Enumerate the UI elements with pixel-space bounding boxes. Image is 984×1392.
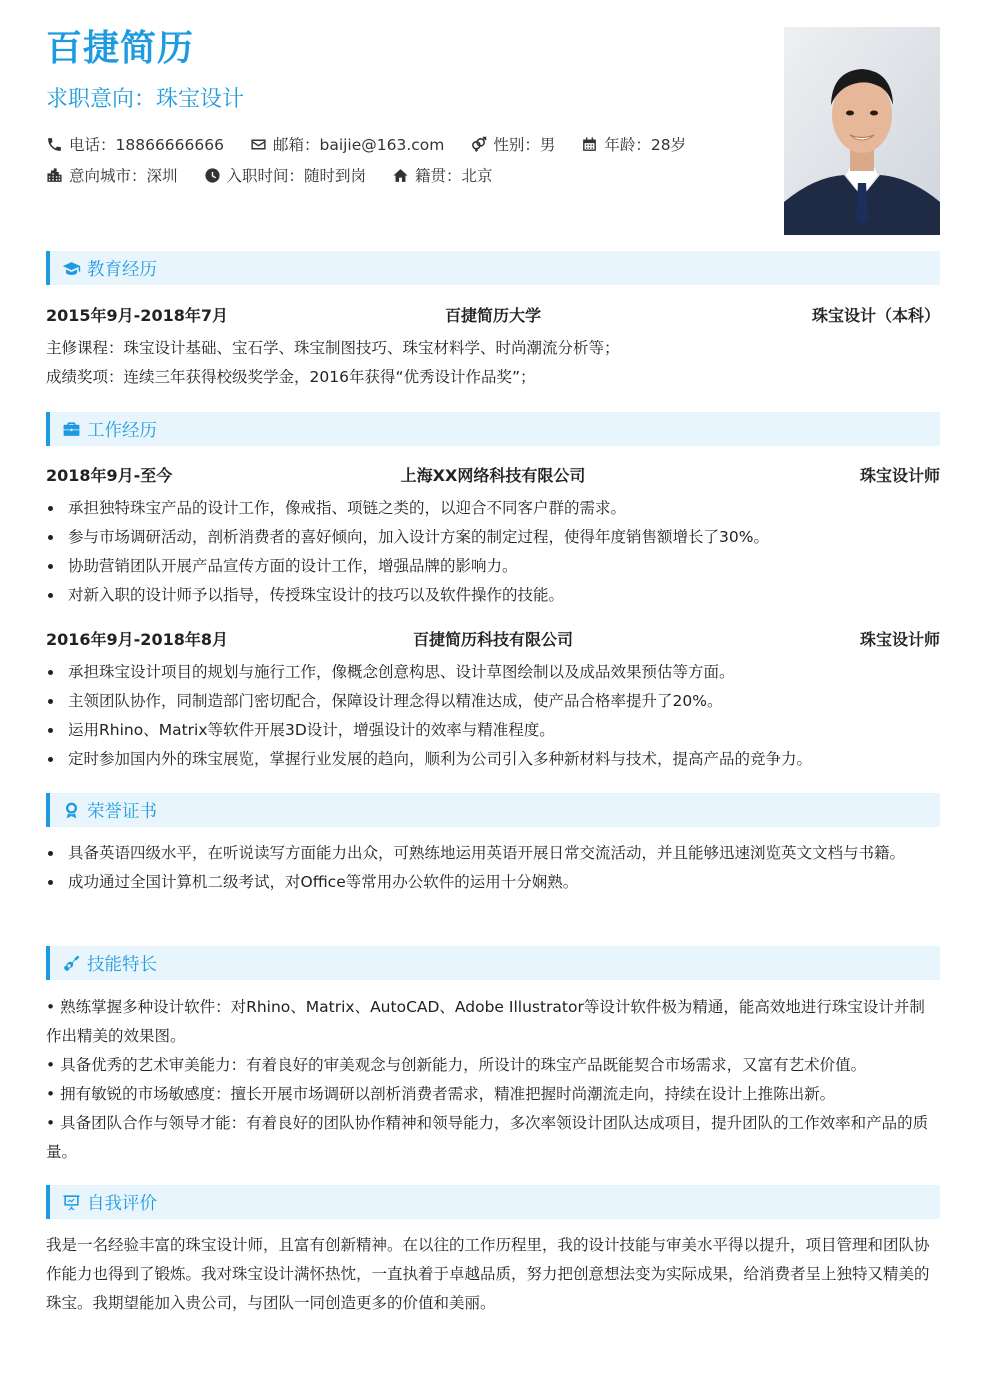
profile-photo	[784, 27, 940, 235]
contact-row-1	[46, 133, 712, 155]
section-work-title: 工作经历	[87, 420, 157, 441]
list-item: 主领团队协作，同制造部门密切配合，保障设计理念得以精准达成，使产品合格率提升了20%。	[46, 687, 940, 716]
email-icon	[250, 136, 267, 153]
list-item: 承担珠宝设计项目的规划与施行工作，像概念创意构思、设计草图绘制以及成品效果预估等方面。	[46, 658, 940, 687]
education-courses: 主修课程：珠宝设计基础、宝石学、珠宝制图技巧、珠宝材料学、时尚潮流分析等；	[46, 339, 620, 357]
education-awards: 成绩奖项：连续三年获得校级奖学金，2016年获得“优秀设计作品奖”；	[46, 368, 536, 386]
list-item: • 具备团队合作与领导才能：有着良好的团队协作精神和领导能力，多次率领设计团队达成项目，提升团队的工作效率和产品的质量。	[46, 1114, 929, 1161]
graduation-cap-icon	[62, 259, 81, 278]
entry-info	[204, 164, 367, 186]
education-major: 珠宝设计（本科）	[811, 306, 940, 325]
section-self-header	[46, 1185, 940, 1219]
list-item: 协助营销团队开展产品宣传方面的设计工作，增强品牌的影响力。	[46, 552, 940, 581]
city-text: 意向城市：深圳	[69, 167, 178, 185]
list-item: 定时参加国内外的珠宝展览，掌握行业发展的趋向，顺利为公司引入多种新材料与技术，提高产品的竞争力。	[46, 745, 940, 774]
briefcase-icon	[62, 420, 81, 439]
section-honors-header	[46, 793, 940, 827]
gender-text: 性别：男	[493, 136, 556, 154]
job-1-role: 珠宝设计师	[859, 466, 940, 485]
gender-icon	[470, 136, 487, 153]
phone-info	[46, 133, 224, 155]
portrait-image	[784, 27, 940, 235]
list-item: 具备英语四级水平，在听说读写方面能力出众，可熟练地运用英语开展日常交流活动，并且能够迅速浏览英文文档与书籍。	[46, 839, 940, 868]
education-entry-header	[46, 303, 940, 327]
section-honors-title: 荣誉证书	[87, 801, 157, 822]
email-text: 邮箱：baijie@163.com	[272, 136, 445, 154]
presentation-icon	[62, 1193, 81, 1212]
job-1-date: 2018年9月-至今	[46, 466, 173, 485]
phone-text: 电话：18866666666	[69, 136, 224, 154]
clock-icon	[204, 167, 221, 184]
age-text: 年龄：28岁	[604, 136, 687, 154]
self-evaluation-text: 我是一名经验丰富的珠宝设计师，且富有创新精神。在以往的工作历程里，我的设计技能与审美水平得以提升，项目管理和团队协作能力也得到了锻炼。我对珠宝设计满怀热忱，一直执着于卓越品质，努力把创意想法变为实际成果，给消费者呈上独特又精美的珠宝。我期望能加入贵公司，与团队一同创造更多的价值和美丽。	[46, 1236, 930, 1312]
job-2-date: 2016年9月-2018年8月	[46, 630, 228, 649]
list-item: 成功通过全国计算机二级考试，对Office等常用办公软件的运用十分娴熟。	[46, 868, 940, 897]
job-2-header	[46, 627, 940, 651]
section-skills-header	[46, 946, 940, 980]
email-info	[250, 133, 444, 155]
section-education-header	[46, 251, 940, 285]
entry-text: 入职时间：随时到岗	[226, 167, 367, 185]
education-date: 2015年9月-2018年7月	[46, 306, 228, 325]
job-intent: 求职意向：珠宝设计	[46, 87, 245, 112]
education-school: 百捷简历大学	[444, 306, 541, 325]
section-self-title: 自我评价	[87, 1193, 157, 1214]
list-item: • 熟练掌握多种设计软件：对Rhino、Matrix、AutoCAD、Adobe Illustrator等设计软件极为精通，能高效地进行珠宝设计并制作出精美的效果图。	[46, 998, 925, 1045]
contact-row-2	[46, 164, 519, 186]
list-item: • 具备优秀的艺术审美能力：有着良好的审美观念与创新能力，所设计的珠宝产品既能契合市场需求，又富有艺术价值。	[46, 1056, 867, 1074]
award-ribbon-icon	[62, 801, 81, 820]
guitar-icon	[62, 954, 81, 973]
job-2-role: 珠宝设计师	[859, 630, 940, 649]
job-1-company: 上海XX网络科技有限公司	[400, 466, 586, 485]
list-item: 对新入职的设计师予以指导，传授珠宝设计的技巧以及软件操作的技能。	[46, 581, 940, 610]
honors-list	[46, 839, 940, 897]
home-icon	[392, 167, 409, 184]
job-1-header	[46, 463, 940, 487]
list-item: 运用Rhino、Matrix等软件开展3D设计，增强设计的效率与精准程度。	[46, 716, 940, 745]
resume-name: 百捷简历	[46, 28, 195, 69]
section-skills-title: 技能特长	[87, 954, 157, 975]
phone-icon	[46, 136, 63, 153]
skills-list	[46, 993, 940, 1167]
list-item: 承担独特珠宝产品的设计工作，像戒指、项链之类的，以迎合不同客户群的需求。	[46, 494, 940, 523]
job-2-duties	[46, 658, 940, 774]
list-item: 参与市场调研活动，剖析消费者的喜好倾向，加入设计方案的制定过程，使得年度销售额增长了30%。	[46, 523, 940, 552]
gender-info	[470, 133, 555, 155]
city-building-icon	[46, 167, 63, 184]
hometown-info	[392, 164, 493, 186]
hometown-text: 籍贯：北京	[415, 167, 493, 185]
calendar-icon	[581, 136, 598, 153]
job-1-duties	[46, 494, 940, 610]
city-info	[46, 164, 178, 186]
list-item: • 拥有敏锐的市场敏感度：擅长开展市场调研以剖析消费者需求，精准把握时尚潮流走向，持续在设计上推陈出新。	[46, 1085, 836, 1103]
section-education-title: 教育经历	[87, 259, 157, 280]
job-2-company: 百捷简历科技有限公司	[412, 630, 573, 649]
section-work-header	[46, 412, 940, 446]
age-info	[581, 133, 686, 155]
